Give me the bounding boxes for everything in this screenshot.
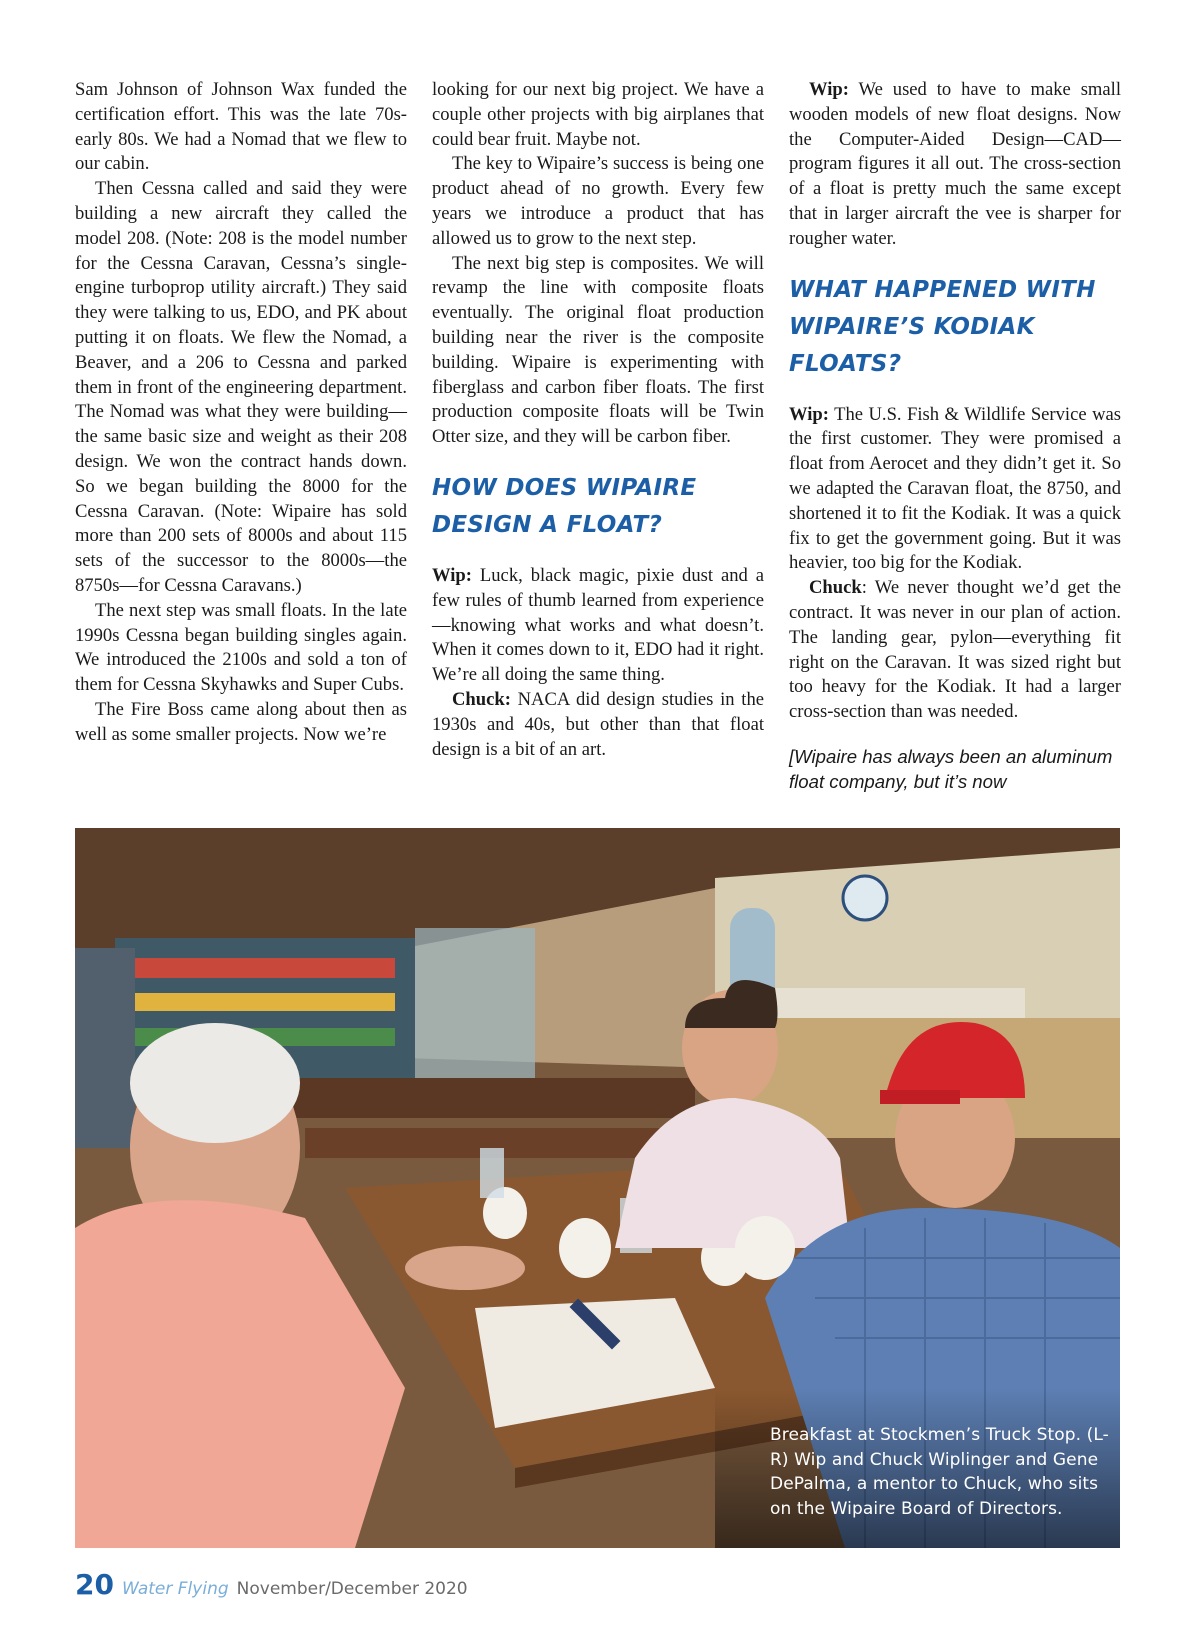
paragraph: The key to Wipaire’s success is being one product ahead of no growth. Every few years we introduce a product that has allowed us to grow to the next step. [432,153,764,249]
magazine-name: Water Flying [121,1579,229,1599]
paragraph: Then Cessna called and said they were building a new aircraft they called the model 208. (Note: 208 is the model number for the Cessna Caravan, Cessna’s single-engine turboprop utility aircraft.) They said they were talking to us, EDO, and PK about putting it on floats. We flew the Nomad, a Beaver, and a 206 to Cessna and parked them in front of the engineering department. The Nomad was what they were building—the same basic size and weight as their 208 design. We won the contract hands down. So we began building the 8000 for the Cessna Caravan. (Note: Wipaire has sold more than 200 sets of 8000s and about 115 sets of the successor to the 8000s—the 8750s—for Cessna Caravans.) [75,178,407,596]
speaker-label: Chuck [809,577,862,599]
paragraph [432,564,764,688]
page-footer [75,1568,468,1608]
paragraph-text: We used to have to make small wooden models of new float designs. Now the Computer-Aided Design—CAD—program figures it all out. The cross-section of a float is pretty much the same except that in larger aircraft the vee is sharper for rougher water. [789,79,1121,249]
article-column-2 [432,78,764,762]
speaker-label: Chuck: [452,688,511,710]
page-number: 20 [75,1568,114,1601]
paragraph: The next step was small floats. In the late 1990s Cessna began building singles again. We introduced the 2100s and sold a ton of them for Cessna Skyhawks and Super Cubs. [75,599,407,696]
section-heading: HOW DOES WIPAIRE DESIGN A FLOAT? [432,474,697,538]
paragraph: The next big step is composites. We will revamp the line with composite floats eventually. The original float production building near the river is the composite building. Wipaire is experimenting with fiberglass and carbon fiber floats. The first production composite floats will be Twin Otter size, and they will be carbon fiber. [432,252,764,448]
article-column-3 [789,78,1121,795]
paragraph-text: NACA did design studies in the 1930s and 40s, but other than that float design is a bit of an art. [432,688,764,760]
paragraph-text: Luck, black magic, pixie dust and a few rules of thumb learned from experience—knowing what works and what doesn’t. When it comes down to it, EDO had it right. We’re all doing the same thing. [432,564,764,686]
paragraph: The Fire Boss came along about then as well as some smaller projects. Now we’re [75,698,407,745]
editor-note: [Wipaire has always been an aluminum float company, but it’s now [789,745,1113,792]
paragraph-text: : We never thought we’d get the contract. It was never in our plan of action. The landing gear, pylon—everything fit right on the Caravan. It was sized right but too heavy for the Kodiak. It had a larger cross-section than was needed. [789,577,1121,723]
issue-date: November/December 2020 [236,1579,468,1599]
speaker-label: Wip: [432,564,472,586]
paragraph [432,688,764,762]
speaker-label: Wip: [809,79,849,100]
article-column-1 [75,78,407,748]
speaker-label: Wip: [789,403,829,425]
paragraph: looking for our next big project. We have a couple other projects with big airplanes that could bear fruit. Maybe not. [432,79,764,150]
paragraph [789,403,1121,577]
paragraph [789,78,1121,252]
paragraph-text: The U.S. Fish & Wildlife Service was the first customer. They were promised a float from Aerocet and they didn’t get it. So we adapted the Caravan float, the 8750, and shortened it to fit the Kodiak. It was a quick fix to get the government going. But it was heavier, too big for the Kodiak. [789,403,1121,574]
paragraph [789,576,1121,725]
section-heading: WHAT HAPPENED WITH WIPAIRE’S KODIAK FLOATS? [789,276,1096,377]
paragraph: Sam Johnson of Johnson Wax funded the certification effort. This was the late 70s-early 80s. We had a Nomad that we flew to our cabin. [75,79,407,175]
photo-caption: Breakfast at Stockmen’s Truck Stop. (L-R) Wip and Chuck Wiplinger and Gene DePalma, a mentor to Chuck, who sits on the Wipaire Board of Directors. [770,1425,1109,1519]
